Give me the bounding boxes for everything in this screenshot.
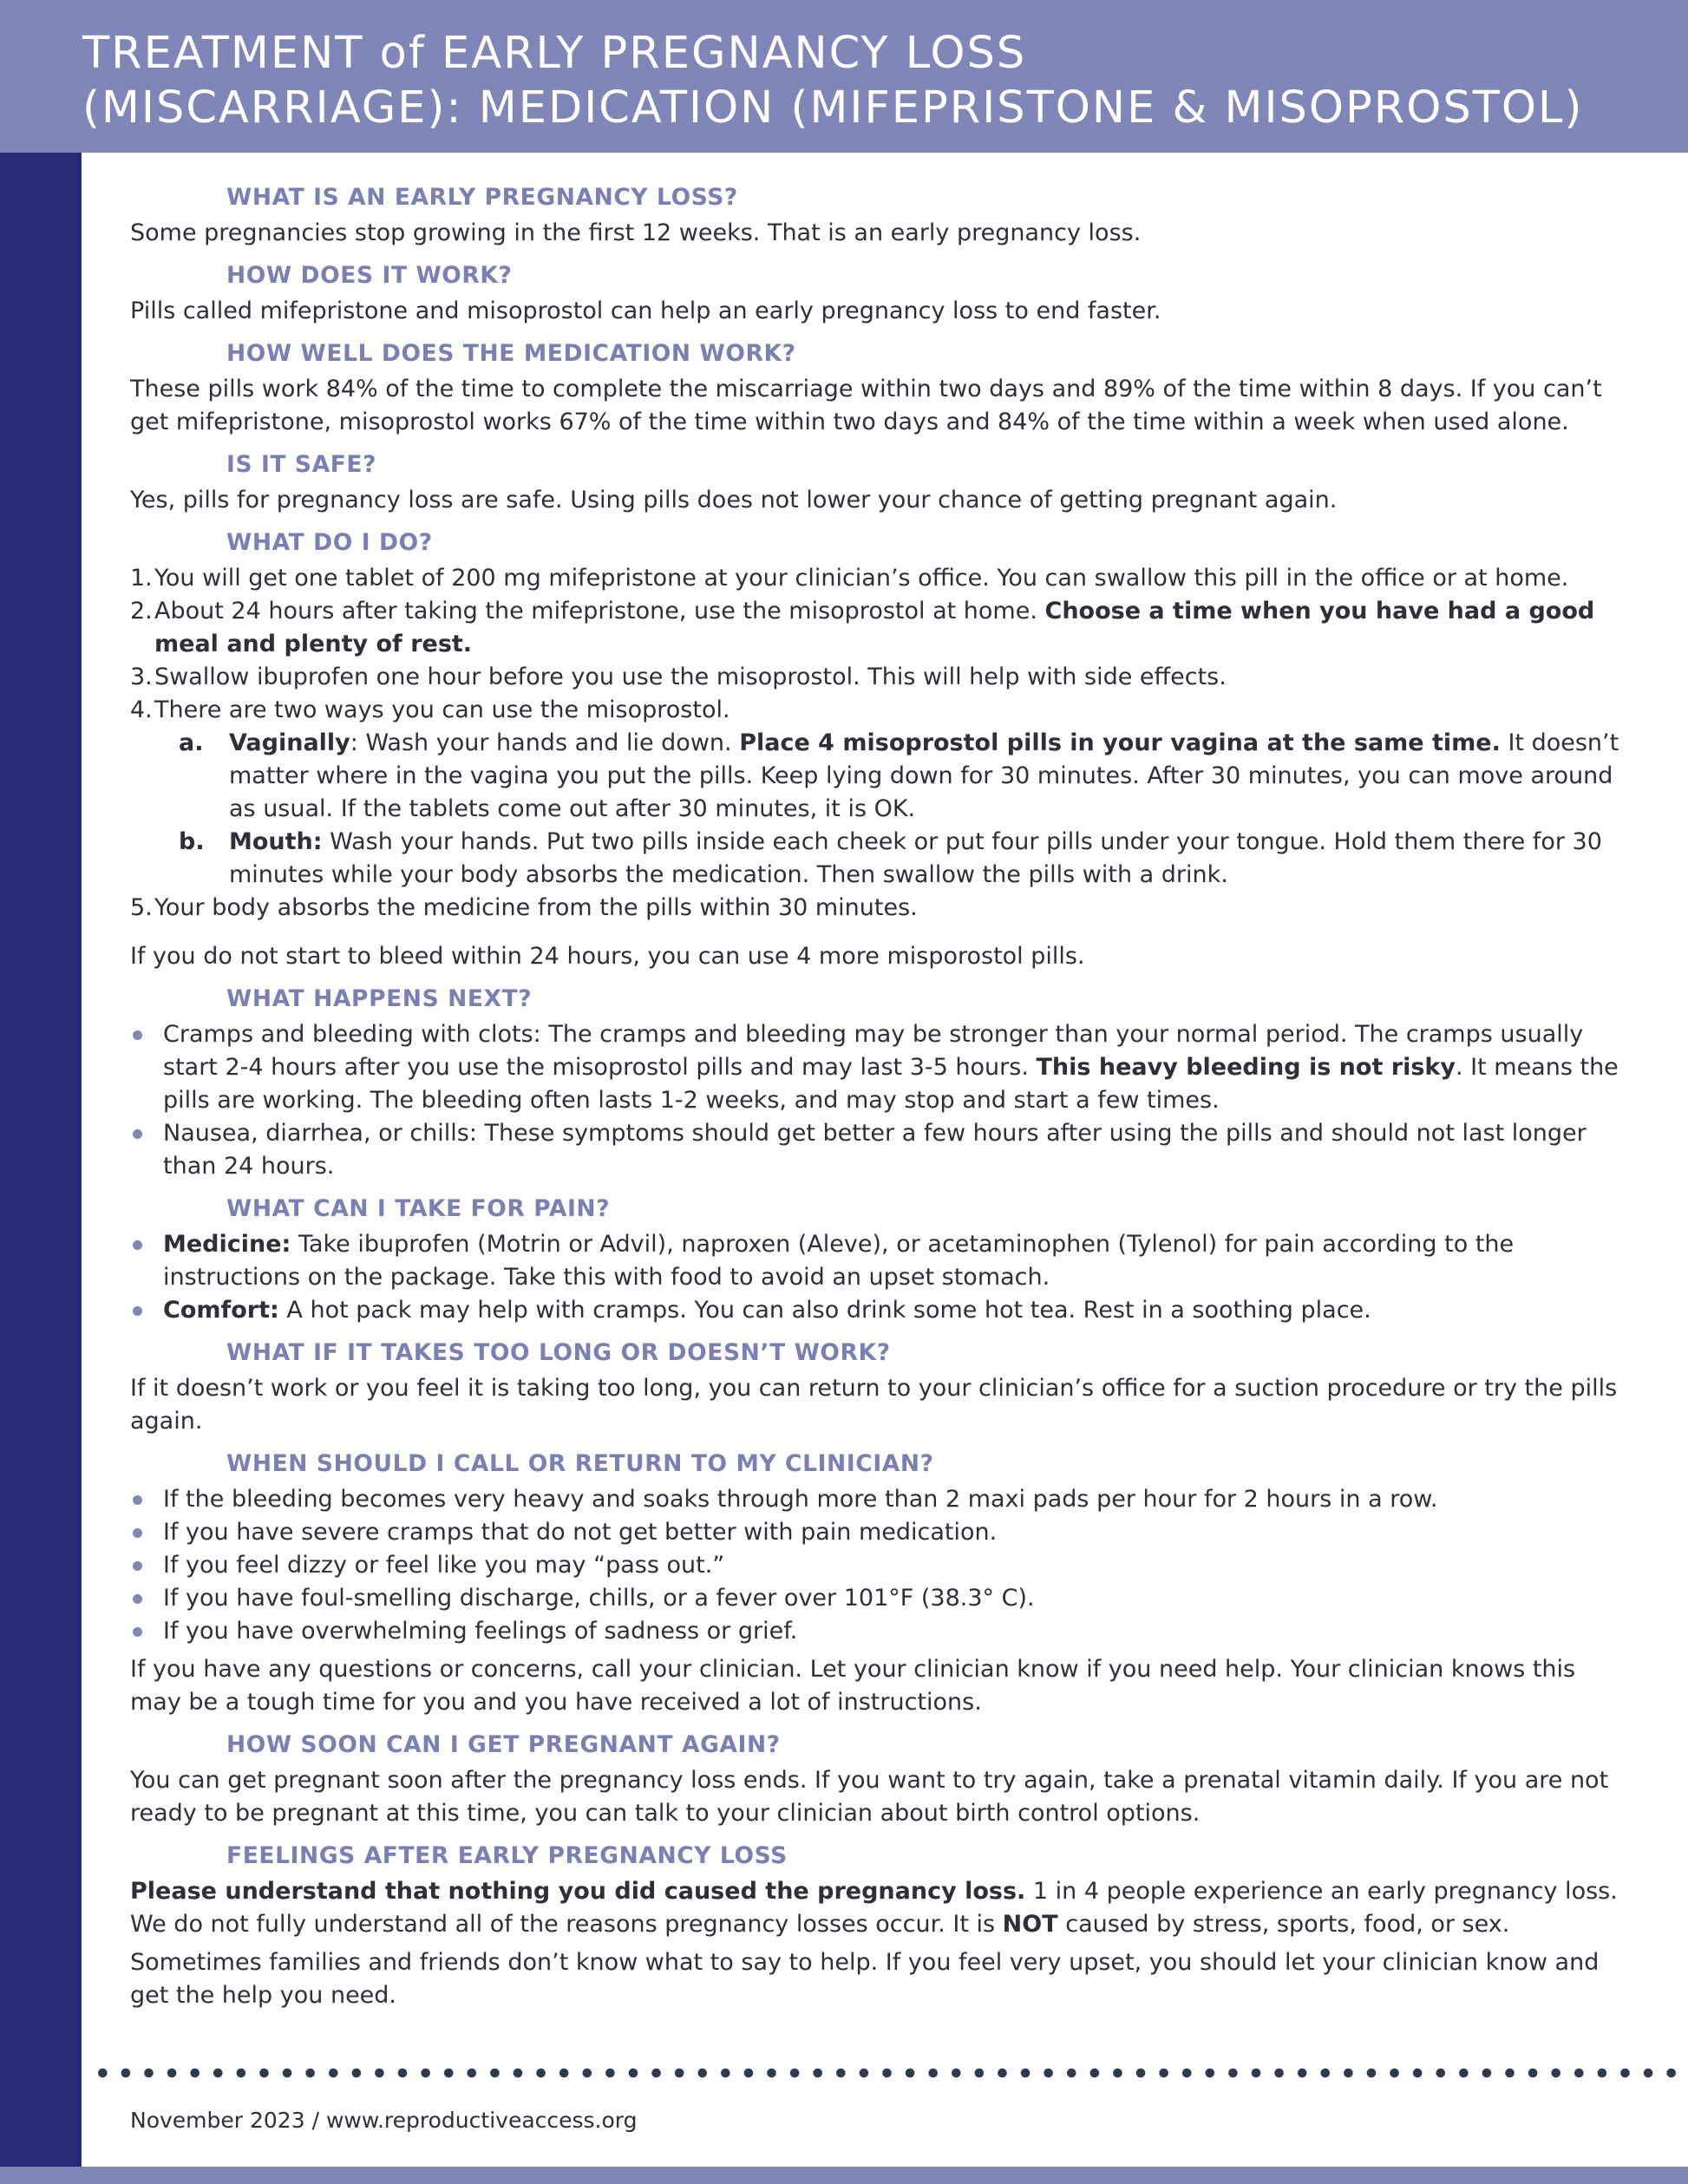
section-text: If it doesn’t work or you feel it is taking too long, you can return to your clinician’s office for a suction procedure or try the pills again. bbox=[130, 1375, 1618, 1435]
steps-list bbox=[130, 562, 1631, 727]
left-sidebar-band bbox=[0, 153, 82, 2167]
step-item bbox=[130, 694, 1631, 727]
text-span: 1 in 4 people experience an early pregnancy loss. We do not fully understand all of the reasons pregnancy losses occur. It is bbox=[130, 1878, 1618, 1938]
step-emphasis: Choose a time when you have had a good meal and plenty of rest. bbox=[154, 598, 1595, 657]
step-number: 3. bbox=[130, 664, 153, 690]
list-item: Nausea, diarrhea, or chills: These symptoms should get better a few hours after using the pills and should not last longer than 24 hours. bbox=[130, 1117, 1631, 1183]
section-text: Yes, pills for pregnancy loss are safe. Using pills does not lower your chance of getting pregnant again. bbox=[130, 487, 1338, 513]
text-emphasis: Please understand that nothing you did caused the pregnancy loss. bbox=[130, 1878, 1026, 1905]
substep-emphasis: Place 4 misoprostol pills in your vagina at the same time. bbox=[739, 729, 1501, 756]
section-text: You can get pregnant soon after the pregnancy loss ends. If you want to try again, take a prenatal vitamin daily. If you are not ready to be pregnant at this time, you can talk to your clinician about birth control options. bbox=[130, 1767, 1609, 1827]
section-heading: IS IT SAFE? bbox=[226, 451, 377, 478]
step-text: Your body absorbs the medicine from the pills within 30 minutes. bbox=[154, 894, 918, 921]
section-heading: WHAT CAN I TAKE FOR PAIN? bbox=[226, 1195, 611, 1222]
bullet-list bbox=[130, 1483, 1631, 1648]
item-text: . It means the pills are working. The bleeding often lasts 1-2 weeks, and may stop and start a few times. bbox=[163, 1054, 1619, 1114]
list-item bbox=[130, 1294, 1631, 1327]
step-item bbox=[130, 595, 1631, 661]
item-text: A hot pack may help with cramps. You can also drink some hot tea. Rest in a soothing place. bbox=[278, 1297, 1371, 1324]
substep-letter: b. bbox=[179, 828, 205, 855]
title-line-2: (MISCARRIAGE): MEDICATION (MIFEPRISTONE & MISOPROSTOL) bbox=[82, 82, 1584, 134]
bullet-list bbox=[130, 1228, 1631, 1327]
bullet-list bbox=[130, 1018, 1631, 1183]
substep-mouth bbox=[130, 826, 1631, 892]
section-heading: WHEN SHOULD I CALL OR RETURN TO MY CLINICIAN? bbox=[226, 1450, 934, 1477]
section-text: Some pregnancies stop growing in the first 12 weeks. That is an early pregnancy loss. bbox=[130, 219, 1142, 246]
step-item bbox=[130, 892, 1631, 925]
substep-label: Mouth: bbox=[229, 828, 323, 855]
section-text: Pills called mifepristone and misoprostol can help an early pregnancy loss to end faster. bbox=[130, 298, 1161, 324]
step-item bbox=[130, 562, 1631, 595]
section-text bbox=[130, 1875, 1631, 1941]
section-heading: WHAT IF IT TAKES TOO LONG OR DOESN’T WORK? bbox=[226, 1339, 891, 1366]
substep-label: Vaginally bbox=[229, 729, 350, 756]
bottom-band bbox=[0, 2167, 1688, 2184]
list-item: If you feel dizzy or feel like you may “pass out.” bbox=[130, 1549, 1631, 1582]
substep-text: It doesn’t matter where in the vagina you put the pills. Keep lying down for 30 minutes. After 30 minutes, you can move around as usual. If the tablets come out after 30 minutes, it is OK. bbox=[229, 729, 1619, 822]
text-emphasis: NOT bbox=[1002, 1911, 1058, 1938]
list-item: If you have severe cramps that do not get better with pain medication. bbox=[130, 1516, 1631, 1549]
step-number: 4. bbox=[130, 696, 153, 723]
steps-list-continued bbox=[130, 892, 1631, 925]
item-label: Comfort: bbox=[163, 1297, 279, 1324]
substep-text: : Wash your hands and lie down. bbox=[350, 729, 740, 756]
step-number: 1. bbox=[130, 565, 153, 592]
section-text: If you have any questions or concerns, call your clinician. Let your clinician know if you need help. Your clinician knows this may be a tough time for you and you have received a lot of instructions. bbox=[130, 1656, 1576, 1716]
step-number: 5. bbox=[130, 894, 153, 921]
page-header bbox=[0, 0, 1688, 153]
item-text: Take ibuprofen (Motrin or Advil), naproxen (Aleve), or acetaminophen (Tylenol) for pain according to the instructions on the package. Take this with food to avoid an upset stomach. bbox=[163, 1231, 1515, 1291]
substep-text: Wash your hands. Put two pills inside each cheek or put four pills under your tongue. Hold them there for 30 minutes while your body absorbs the medication. Then swallow the pills with a drink. bbox=[229, 828, 1602, 888]
step-text: About 24 hours after taking the mifepristone, use the misoprostol at home. bbox=[154, 598, 1045, 624]
step-text: Swallow ibuprofen one hour before you use the misoprostol. This will help with side effects. bbox=[154, 664, 1227, 690]
step-text: There are two ways you can use the misoprostol. bbox=[154, 696, 730, 723]
section-heading: HOW WELL DOES THE MEDICATION WORK? bbox=[226, 340, 796, 367]
step-number: 2. bbox=[130, 598, 153, 624]
text-span: caused by stress, sports, food, or sex. bbox=[1057, 1911, 1510, 1938]
list-item: If the bleeding becomes very heavy and soaks through more than 2 maxi pads per hour for 2 hours in a row. bbox=[130, 1483, 1631, 1516]
step-item bbox=[130, 661, 1631, 694]
section-text: These pills work 84% of the time to complete the miscarriage within two days and 89% of the time within 8 days. If you can’t get mifepristone, misoprostol works 67% of the time within two days and 84% of the time within a week when used alone. bbox=[130, 376, 1602, 435]
section-heading: HOW SOON CAN I GET PREGNANT AGAIN? bbox=[226, 1731, 781, 1758]
item-text: Cramps and bleeding with clots: The cramps and bleeding may be stronger than your normal period. The cramps usually start 2-4 hours after you use the misoprostol pills and may last 3-5 hours. bbox=[163, 1021, 1584, 1081]
section-heading: WHAT DO I DO? bbox=[226, 529, 433, 556]
document-body bbox=[130, 173, 1631, 2017]
list-item bbox=[130, 1228, 1631, 1294]
title-line-1: TREATMENT of EARLY PREGNANCY LOSS bbox=[82, 28, 1027, 79]
substep-vaginally bbox=[130, 727, 1631, 826]
section-text: Sometimes families and friends don’t know what to say to help. If you feel very upset, you should let your clinician know and get the help you need. bbox=[130, 1949, 1600, 2009]
section-heading: HOW DOES IT WORK? bbox=[226, 262, 513, 289]
list-item: If you have foul-smelling discharge, chills, or a fever over 101°F (38.3° C). bbox=[130, 1582, 1631, 1615]
dotted-divider bbox=[91, 2066, 1688, 2080]
footer-text: November 2023 / www.reproductiveaccess.org bbox=[130, 2108, 638, 2133]
section-heading: FEELINGS AFTER EARLY PREGNANCY LOSS bbox=[226, 1842, 788, 1869]
list-item: If you have overwhelming feelings of sadness or grief. bbox=[130, 1615, 1631, 1648]
rebleed-note: If you do not start to bleed within 24 hours, you can use 4 more misporostol pills. bbox=[130, 943, 1085, 970]
list-item bbox=[130, 1018, 1631, 1117]
step-text: You will get one tablet of 200 mg mifepristone at your clinician’s office. You can swallow this pill in the office or at home. bbox=[154, 565, 1569, 592]
section-heading: WHAT IS AN EARLY PREGNANCY LOSS? bbox=[226, 184, 738, 211]
section-heading: WHAT HAPPENS NEXT? bbox=[226, 985, 533, 1012]
item-label: Medicine: bbox=[163, 1231, 291, 1258]
item-emphasis: This heavy bleeding is not risky bbox=[1036, 1054, 1456, 1081]
substep-letter: a. bbox=[179, 729, 204, 756]
